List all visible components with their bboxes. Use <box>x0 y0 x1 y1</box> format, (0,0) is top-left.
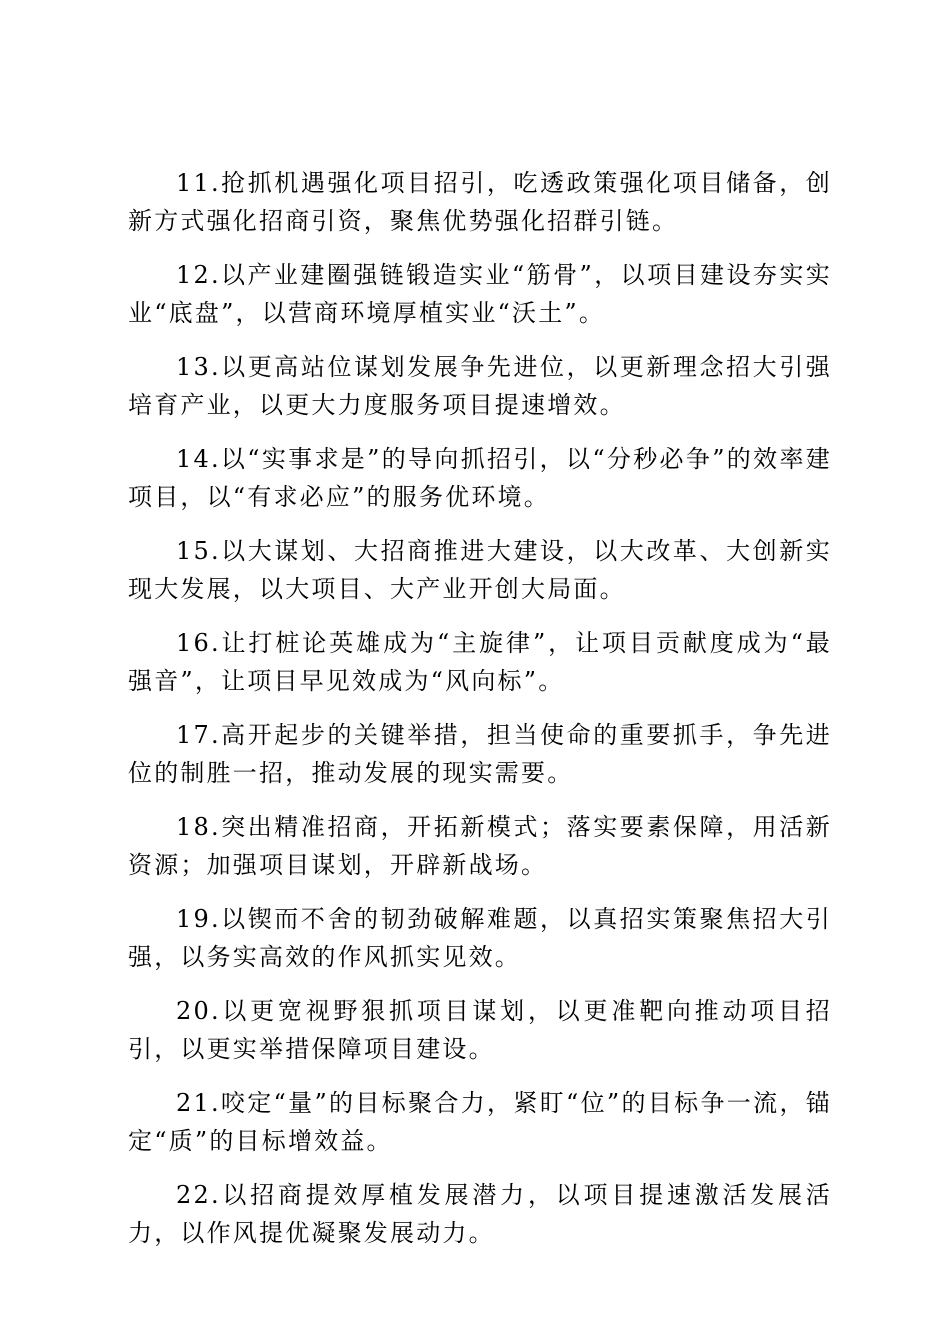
paragraph-19: 19.以锲而不舍的韧劲破解难题，以真招实策聚焦招大引强，以务实高效的作风抓实见效。 <box>128 905 832 971</box>
document-body <box>128 164 832 1268</box>
paragraph-15: 15.以大谋划、大招商推进大建设，以大改革、大创新实现大发展，以大项目、大产业开创大局面。 <box>128 537 832 603</box>
paragraph-18: 18.突出精准招商，开拓新模式；落实要素保障，用活新资源；加强项目谋划，开辟新战场。 <box>128 813 832 879</box>
paragraph-16: 16.让打桩论英雄成为“主旋律”，让项目贡献度成为“最强音”，让项目早见效成为“风向标”。 <box>128 629 832 695</box>
paragraph-22: 22.以招商提效厚植发展潜力，以项目提速激活发展活力，以作风提优凝聚发展动力。 <box>128 1181 832 1247</box>
paragraph-21: 21.咬定“量”的目标聚合力，紧盯“位”的目标争一流，锚定“质”的目标增效益。 <box>128 1089 832 1155</box>
paragraph-20: 20.以更宽视野狠抓项目谋划，以更准靶向推动项目招引，以更实举措保障项目建设。 <box>128 997 832 1063</box>
paragraph-14: 14.以“实事求是”的导向抓招引，以“分秒必争”的效率建项目，以“有求必应”的服务优环境。 <box>128 445 832 511</box>
paragraph-17: 17.高开起步的关键举措，担当使命的重要抓手，争先进位的制胜一招，推动发展的现实需要。 <box>128 721 832 787</box>
paragraph-12: 12.以产业建圈强链锻造实业“筋骨”，以项目建设夯实实业“底盘”，以营商环境厚植实业“沃土”。 <box>128 261 832 327</box>
paragraph-11: 11.抢抓机遇强化项目招引，吃透政策强化项目储备，创新方式强化招商引资，聚焦优势强化招群引链。 <box>128 169 832 235</box>
paragraph-13: 13.以更高站位谋划发展争先进位，以更新理念招大引强培育产业，以更大力度服务项目提速增效。 <box>128 353 832 419</box>
